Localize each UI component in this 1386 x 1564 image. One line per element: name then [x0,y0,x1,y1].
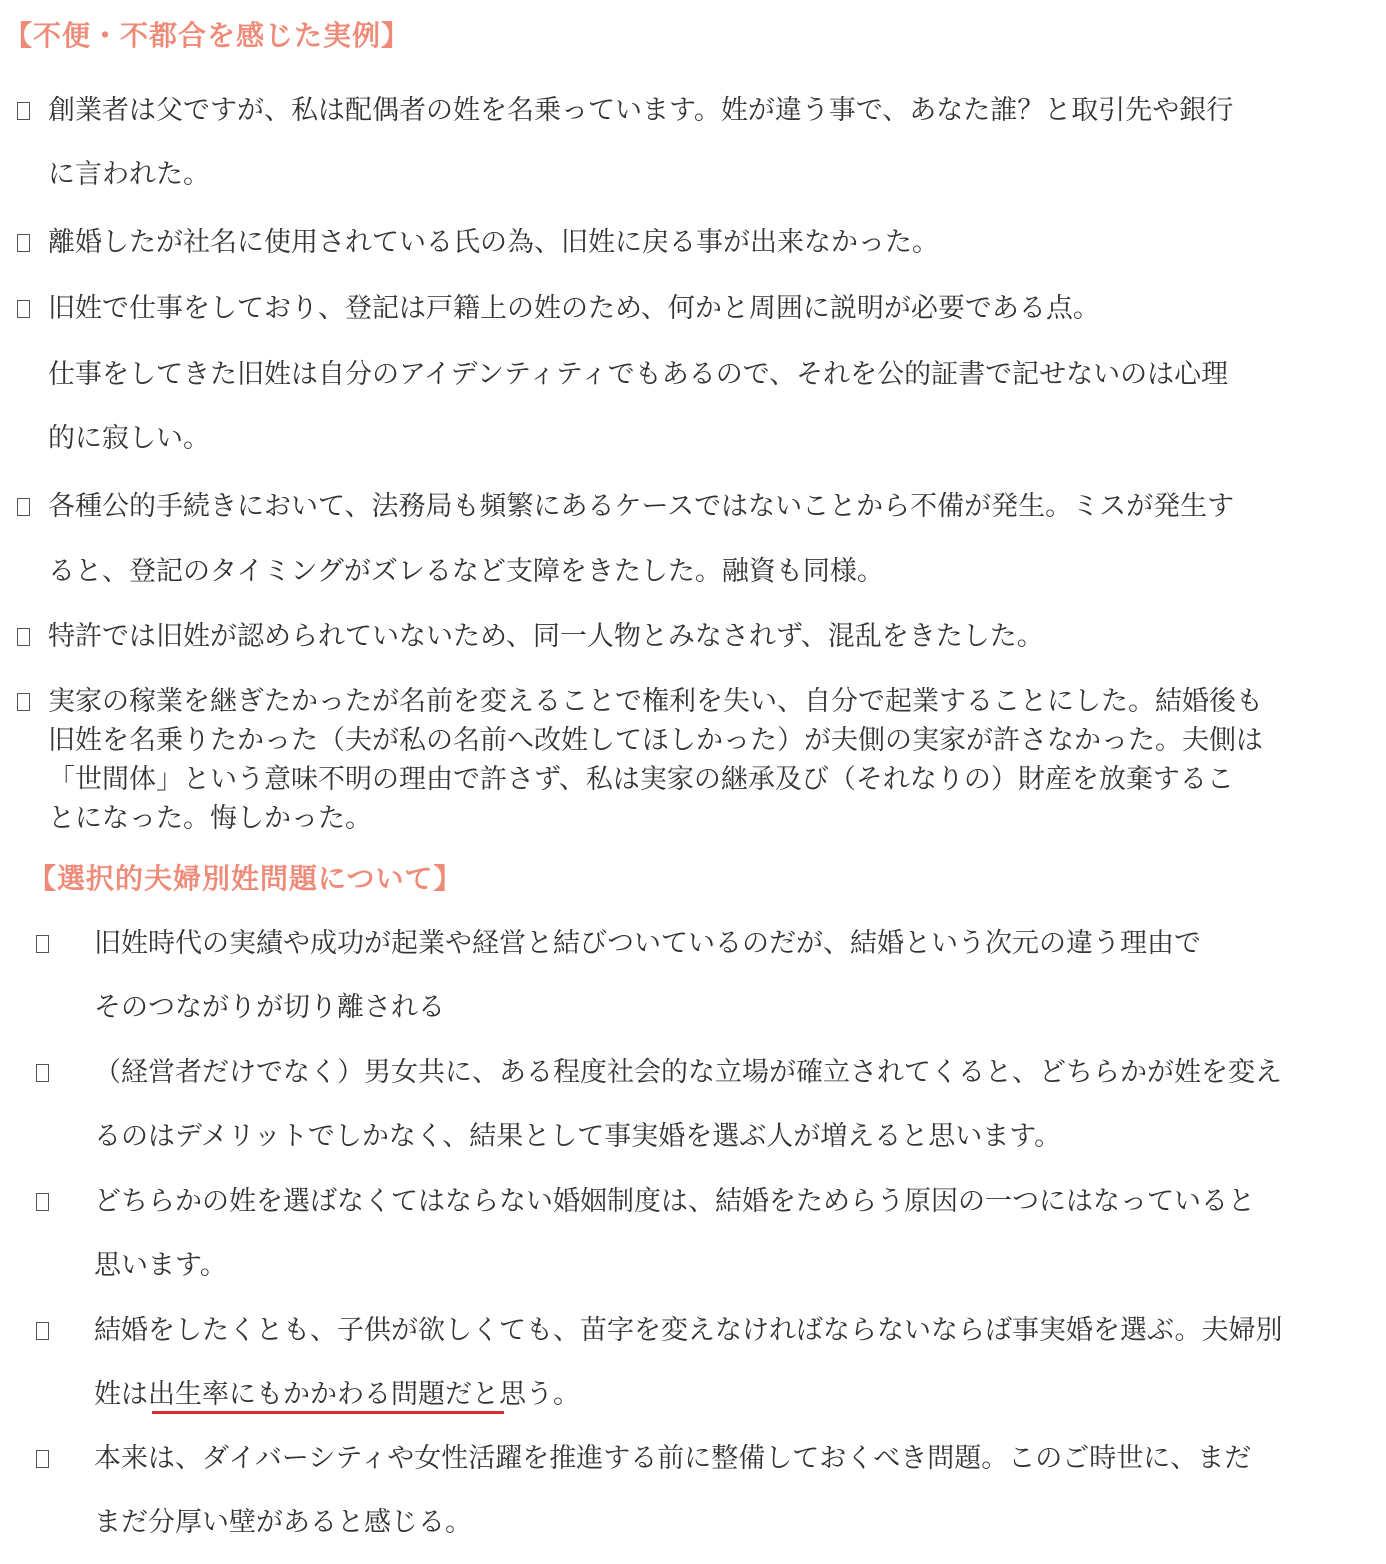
item-line: 旧姓を名乗りたかった（夫が私の名前へ改姓してほしかった）が夫側の実家が許さなかった。夫側は [48,725,1263,756]
item-line: 特許では旧姓が認められていないため、同一人物とみなされず、混乱をきたした。 [48,621,1044,652]
item-line: 姓は出生率にもかかわる問題だと思う。 [94,1379,580,1410]
item-line: （経営者だけでなく）男女共に、ある程度社会的な立場が確立されてくると、どちらかが姓を変え [94,1057,1282,1088]
item-line: 本来は、ダイバーシティや女性活躍を推進する前に整備しておくべき問題。このご時世に、まだ [94,1443,1252,1474]
checkbox-icon [36,1193,49,1211]
checkbox-icon [17,102,30,120]
checkbox-icon [36,1322,49,1340]
item-line: 旧姓で仕事をしており、登記は戸籍上の姓のため、何かと周囲に説明が必要である点。 [48,293,1100,324]
item-line: とになった。悔しかった。 [48,803,372,834]
item-line: ると、登記のタイミングがズレるなど支障をきたした。融資も同様。 [48,556,884,587]
item-line: るのはデメリットでしかなく、結果として事実婚を選ぶ人が増えると思います。 [94,1121,1062,1152]
item-line: そのつながりが切り離される [94,992,445,1023]
item-line: 的に寂しい。 [48,423,210,454]
checkbox-icon [36,1450,49,1468]
checkbox-icon [17,693,30,711]
item-line: 仕事をしてきた旧姓は自分のアイデンティティでもあるので、それを公的証書で記せないのは心理 [48,359,1229,390]
checkbox-icon [36,935,49,953]
checkbox-icon [17,234,30,252]
checkbox-icon [36,1064,49,1082]
checkbox-icon [17,628,30,646]
item-line: どちらかの姓を選ばなくてはならない婚姻制度は、結婚をためらう原因の一つにはなっていると [94,1186,1255,1217]
item-line: 創業者は父ですが、私は配偶者の姓を名乗っています。姓が違う事で、あなた誰？と取引先や銀行 [48,95,1234,126]
item-line: 実家の稼業を継ぎたかったが名前を変えることで権利を失い、自分で起業することにした。結婚後も [48,686,1263,717]
item-line: に言われた。 [48,159,210,190]
item-line: 思います。 [94,1250,227,1281]
checkbox-icon [17,498,30,516]
item-line: まだ分厚い壁があると感じる。 [94,1507,472,1538]
item-line: 旧姓時代の実績や成功が起業や経営と結びついているのだが、結婚という次元の違う理由で [94,928,1201,959]
checkbox-icon [17,300,30,318]
item-line: 「世間体」という意味不明の理由で許さず、私は実家の継承及び（それなりの）財産を放棄するこ [48,764,1234,795]
underline-annotation [152,1411,504,1414]
section-heading-inconvenience: 【不便・不都合を感じた実例】 [4,19,411,52]
item-line: 各種公的手続きにおいて、法務局も頻繁にあるケースではないことから不備が発生。ミスが発生す [48,491,1235,522]
item-line: 結婚をしたくとも、子供が欲しくても、苗字を変えなければならないならば事実婚を選ぶ。夫婦別 [94,1315,1283,1346]
section-heading-separate-surnames: 【選択的夫婦別姓問題について】 [28,862,463,895]
item-line: 離婚したが社名に使用されている氏の為、旧姓に戻る事が出来なかった。 [48,227,939,258]
